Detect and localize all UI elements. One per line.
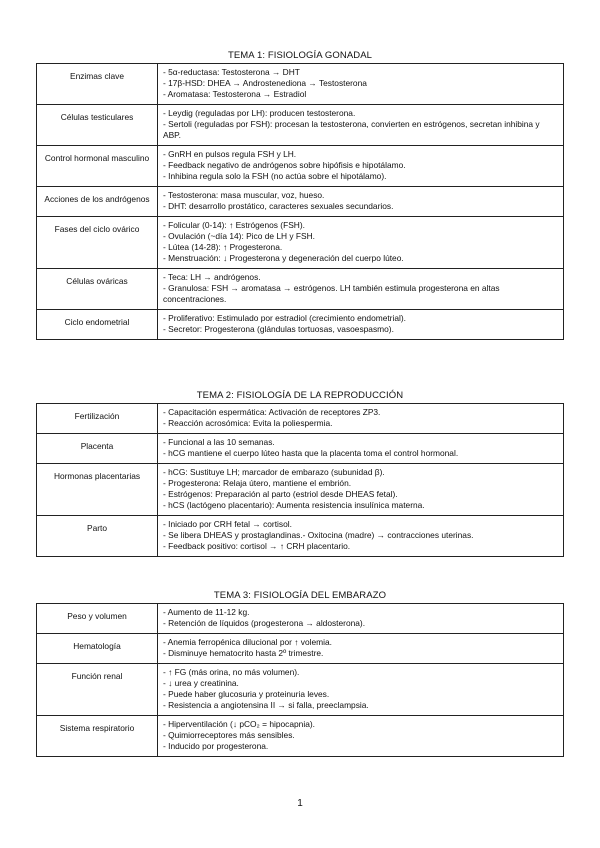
content-line: - Reacción acrosómica: Evita la poliespermia. xyxy=(163,418,333,428)
content-line: - Retención de líquidos (progesterona → aldosterona). xyxy=(163,618,366,628)
table-row xyxy=(37,634,564,664)
content-line: - Feedback positivo: cortisol → ↑ CRH placentario. xyxy=(163,541,351,551)
row-label: Función renal xyxy=(37,664,158,716)
content-line: - Hiperventilación (↓ pCO₂ = hipocapnia). xyxy=(163,719,315,729)
content-line: - Ovulación (~día 14): Pico de LH y FSH. xyxy=(163,231,315,241)
row-label: Placenta xyxy=(37,434,158,464)
section-title-tema3: TEMA 3: FISIOLOGÍA DEL EMBARAZO xyxy=(213,590,387,601)
content-line: - Disminuye hematocrito hasta 2º trimestre. xyxy=(163,648,324,658)
content-line: - Quimiorreceptores más sensibles. xyxy=(163,730,295,740)
table-row xyxy=(37,269,564,310)
content-line: - Inhibina regula solo la FSH (no actúa sobre el hipotálamo). xyxy=(163,171,387,181)
content-line: - Inducido por progesterona. xyxy=(163,741,269,751)
row-label: Enzimas clave xyxy=(37,64,158,105)
table-row xyxy=(37,604,564,634)
row-content xyxy=(158,217,564,269)
row-label: Peso y volumen xyxy=(37,604,158,634)
content-line: - ↑ FG (más orina, no más volumen). xyxy=(163,667,300,677)
row-content xyxy=(158,516,564,557)
content-line: - Teca: LH → andrógenos. xyxy=(163,272,261,282)
row-label: Ciclo endometrial xyxy=(37,310,158,340)
content-line: - DHT: desarrollo prostático, caracteres sexuales secundarios. xyxy=(163,201,394,211)
page-number: 1 xyxy=(297,798,303,809)
row-content xyxy=(158,105,564,146)
table-row xyxy=(37,404,564,434)
row-label: Sistema respiratorio xyxy=(37,716,158,757)
content-line: - Feedback negativo de andrógenos sobre hipófisis e hipotálamo. xyxy=(163,160,406,170)
content-line: - hCS (lactógeno placentario): Aumenta resistencia insulínica materna. xyxy=(163,500,425,510)
content-line: - Resistencia a angiotensina II → si falla, preeclampsia. xyxy=(163,700,369,710)
content-line: - hCG: Sustituye LH; marcador de embarazo (subunidad β). xyxy=(163,467,385,477)
row-label: Parto xyxy=(37,516,158,557)
content-line: - Secretor: Progesterona (glándulas tortuosas, vasoespasmo). xyxy=(163,324,394,334)
table-row xyxy=(37,464,564,516)
content-line: - Iniciado por CRH fetal → cortisol. xyxy=(163,519,292,529)
row-content xyxy=(158,187,564,217)
row-label: Acciones de los andrógenos xyxy=(37,187,158,217)
content-line: - ↓ urea y creatinina. xyxy=(163,678,239,688)
table-row xyxy=(37,716,564,757)
content-line: - Testosterona: masa muscular, voz, hueso. xyxy=(163,190,325,200)
row-content xyxy=(158,404,564,434)
row-label: Control hormonal masculino xyxy=(37,146,158,187)
content-line: - Progesterona: Relaja útero, mantiene el embrión. xyxy=(163,478,352,488)
row-content xyxy=(158,269,564,310)
content-line: - Folicular (0-14): ↑ Estrógenos (FSH). xyxy=(163,220,305,230)
content-line: - Aumento de 11-12 kg. xyxy=(163,607,250,617)
table-row xyxy=(37,187,564,217)
table-row xyxy=(37,146,564,187)
row-label: Células ováricas xyxy=(37,269,158,310)
content-line: - Se libera DHEAS y prostaglandinas.- Oxitocina (madre) → contracciones uterinas. xyxy=(163,530,474,540)
table-row xyxy=(37,217,564,269)
content-line: - Estrógenos: Preparación al parto (estriol desde DHEAS fetal). xyxy=(163,489,398,499)
section-title-tema1: TEMA 1: FISIOLOGÍA GONADAL xyxy=(227,50,373,61)
row-content xyxy=(158,716,564,757)
content-line: - Sertoli (reguladas por FSH): procesan la testosterona, convierten en estrógenos, secretan inhibina y ABP. xyxy=(163,119,540,140)
row-content xyxy=(158,604,564,634)
table-row xyxy=(37,664,564,716)
table-tema1 xyxy=(36,63,564,340)
table-row xyxy=(37,434,564,464)
table-row xyxy=(37,105,564,146)
content-line: - Leydig (reguladas por LH): producen testosterona. xyxy=(163,108,356,118)
table-tema2 xyxy=(36,403,564,557)
row-label: Hormonas placentarias xyxy=(37,464,158,516)
content-line: - hCG mantiene el cuerpo lúteo hasta que la placenta toma el control hormonal. xyxy=(163,448,459,458)
row-content xyxy=(158,310,564,340)
table-tema3 xyxy=(36,603,564,757)
section-title-tema2: TEMA 2: FISIOLOGÍA DE LA REPRODUCCIÓN xyxy=(196,390,404,401)
table-row xyxy=(37,310,564,340)
content-line: - Menstruación: ↓ Progesterona y degeneración del cuerpo lúteo. xyxy=(163,253,404,263)
content-line: - 17β-HSD: DHEA → Androstenediona → Testosterona xyxy=(163,78,367,88)
content-line: - 5α-reductasa: Testosterona → DHT xyxy=(163,67,300,77)
content-line: - Funcional a las 10 semanas. xyxy=(163,437,275,447)
row-label: Fases del ciclo ovárico xyxy=(37,217,158,269)
row-content xyxy=(158,464,564,516)
row-content xyxy=(158,64,564,105)
row-label: Células testiculares xyxy=(37,105,158,146)
content-line: - GnRH en pulsos regula FSH y LH. xyxy=(163,149,297,159)
content-line: - Aromatasa: Testosterona → Estradiol xyxy=(163,89,307,99)
row-content xyxy=(158,634,564,664)
row-content xyxy=(158,146,564,187)
row-label: Fertilización xyxy=(37,404,158,434)
table-row xyxy=(37,64,564,105)
content-line: - Granulosa: FSH → aromatasa → estrógenos. LH también estimula progesterona en altas concentraciones. xyxy=(163,283,500,304)
row-content xyxy=(158,434,564,464)
row-content xyxy=(158,664,564,716)
row-label: Hematología xyxy=(37,634,158,664)
table-row xyxy=(37,516,564,557)
content-line: - Anemia ferropénica dilucional por ↑ volemia. xyxy=(163,637,332,647)
content-line: - Lútea (14-28): ↑ Progesterona. xyxy=(163,242,283,252)
content-line: - Proliferativo: Estimulado por estradiol (crecimiento endometrial). xyxy=(163,313,406,323)
content-line: - Puede haber glucosuria y proteinuria leves. xyxy=(163,689,330,699)
content-line: - Capacitación espermática: Activación de receptores ZP3. xyxy=(163,407,381,417)
